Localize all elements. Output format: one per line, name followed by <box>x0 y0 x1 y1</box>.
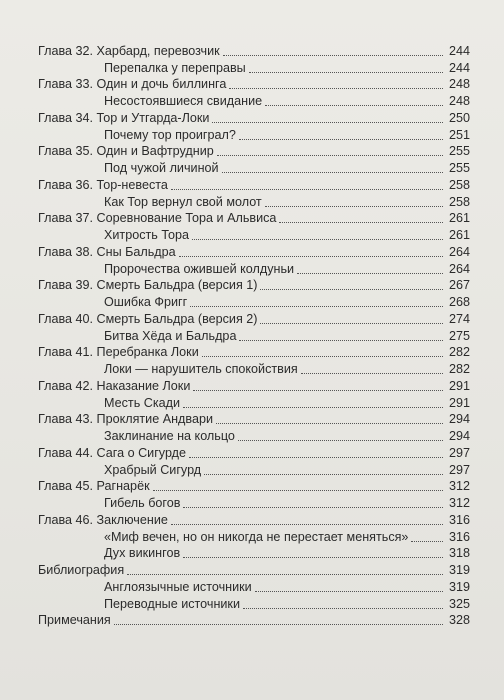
toc-subentry <box>38 461 470 478</box>
dot-leader <box>260 288 443 290</box>
toc-entry <box>38 109 470 126</box>
toc-entry-title: Ошибка Фригг <box>104 295 188 309</box>
toc-subentry <box>38 126 470 143</box>
dot-leader <box>297 272 443 274</box>
toc-page-number: 261 <box>448 211 470 226</box>
toc-page-number: 291 <box>448 378 470 393</box>
toc-entry-title: Глава 45. Рагнарёк <box>38 479 150 494</box>
dot-leader <box>229 87 443 89</box>
toc-page-number: 282 <box>448 345 470 360</box>
dot-leader <box>260 322 443 324</box>
dot-leader <box>222 171 443 173</box>
toc-entry-title: Гибель богов <box>104 496 181 510</box>
toc-page-number: 268 <box>448 295 470 309</box>
toc-subentry <box>38 578 470 595</box>
toc-entry <box>38 76 470 93</box>
dot-leader <box>192 238 443 240</box>
dot-leader <box>239 339 443 341</box>
toc-entry-title: Глава 34. Тор и Утгарда-Локи <box>38 110 210 125</box>
toc-page-number: 282 <box>448 362 470 376</box>
toc-entry-title: Глава 38. Сны Бальдра <box>38 244 176 259</box>
toc-subentry <box>38 193 470 210</box>
toc-subentry <box>38 226 470 243</box>
toc-page-number: 258 <box>448 194 470 209</box>
toc-entry-title: Перепалка у переправы <box>104 60 246 75</box>
toc-entry <box>38 478 470 495</box>
toc-entry-title: Храбрый Сигурд <box>104 462 202 477</box>
toc-entry-title: Глава 36. Тор-невеста <box>38 177 168 192</box>
dot-leader <box>239 138 443 140</box>
toc-subentry <box>38 59 470 76</box>
toc-entry-title: Глава 32. Харбард, перевозчик <box>38 43 220 58</box>
toc-entry-title: Глава 46. Заключение <box>38 512 168 527</box>
toc-page-number: 250 <box>448 110 470 125</box>
dot-leader <box>183 406 443 408</box>
toc-subentry <box>38 159 470 176</box>
toc-subentry <box>38 360 470 377</box>
toc-entry <box>38 561 470 578</box>
toc-entry-title: Локи — нарушитель спокойствия <box>104 362 298 376</box>
dot-leader <box>190 305 443 307</box>
toc-page-number: 312 <box>448 496 470 510</box>
toc-page-number: 297 <box>448 445 470 460</box>
toc-subentry <box>38 293 470 310</box>
toc-entry <box>38 444 470 461</box>
toc-entry-title: Почему тор проиграл? <box>104 127 236 142</box>
dot-leader <box>265 205 443 207</box>
toc-entry <box>38 176 470 193</box>
toc-entry-title: Под чужой личиной <box>104 161 219 175</box>
toc-entry-title: Глава 39. Смерть Бальдра (версия 1) <box>38 278 258 293</box>
toc-entry-title: Месть Скади <box>104 395 181 410</box>
dot-leader <box>265 104 443 106</box>
toc-entry <box>38 42 470 59</box>
dot-leader <box>179 255 443 257</box>
toc-entry-title: Как Тор вернул свой молот <box>104 194 262 209</box>
dot-leader <box>212 121 443 123</box>
dot-leader <box>114 623 443 625</box>
dot-leader <box>255 590 443 592</box>
dot-leader <box>216 422 443 424</box>
dot-leader <box>153 489 443 491</box>
toc-entry <box>38 344 470 361</box>
toc-subentry <box>38 394 470 411</box>
toc-subentry <box>38 545 470 562</box>
toc-entry-title: Глава 42. Наказание Локи <box>38 378 191 393</box>
toc-subentry <box>38 260 470 277</box>
toc-entry <box>38 277 470 294</box>
dot-leader <box>238 439 443 441</box>
toc-page-number: 319 <box>448 563 470 577</box>
toc-page-number: 261 <box>448 228 470 242</box>
toc-entry <box>38 143 470 160</box>
toc-entry-title: Битва Хёда и Бальдра <box>104 328 237 343</box>
toc-page-number: 318 <box>448 546 470 561</box>
toc-entry <box>38 310 470 327</box>
dot-leader <box>171 523 443 525</box>
dot-leader <box>243 607 443 609</box>
toc-page-number: 325 <box>448 596 470 611</box>
toc-subentry <box>38 327 470 344</box>
toc-page-number: 319 <box>448 579 470 594</box>
toc-entry-title: Хитрость Тора <box>104 228 190 242</box>
toc-entry <box>38 243 470 260</box>
toc-page-number: 248 <box>448 94 470 108</box>
toc-entry-title: Глава 41. Перебранка Локи <box>38 345 199 360</box>
dot-leader <box>223 54 443 56</box>
dot-leader <box>183 556 443 558</box>
toc-entry-title: Глава 43. Проклятие Андвари <box>38 412 214 427</box>
toc-page-number: 316 <box>448 529 470 544</box>
toc-page-number: 328 <box>448 613 470 628</box>
toc-subentry <box>38 528 470 545</box>
dot-leader <box>301 372 443 374</box>
toc-page-number: 264 <box>448 261 470 276</box>
toc-page-number: 297 <box>448 462 470 477</box>
toc-page-number: 251 <box>448 127 470 142</box>
toc-entry <box>38 377 470 394</box>
dot-leader <box>217 154 443 156</box>
toc-page-number: 275 <box>448 328 470 343</box>
toc-entry <box>38 511 470 528</box>
toc-page-number: 316 <box>448 512 470 527</box>
toc-page-number: 312 <box>448 479 470 494</box>
toc-subentry <box>38 494 470 511</box>
toc-page-number: 274 <box>448 311 470 326</box>
toc-subentry <box>38 595 470 612</box>
toc-page-number: 244 <box>448 43 470 58</box>
dot-leader <box>411 540 443 542</box>
dot-leader <box>202 355 443 357</box>
toc-entry <box>38 612 470 629</box>
toc-entry-title: Примечания <box>38 613 111 628</box>
toc-entry-title: Глава 37. Соревнование Тора и Альвиса <box>38 211 277 226</box>
toc-page-number: 248 <box>448 77 470 92</box>
toc-entry-title: Глава 35. Один и Вафтруднир <box>38 144 214 159</box>
toc-page-number: 258 <box>448 177 470 192</box>
toc-entry-title: Пророчества ожившей колдуньи <box>104 261 295 276</box>
dot-leader <box>127 573 443 575</box>
toc-entry-title: «Миф вечен, но он никогда не перестает меняться» <box>104 529 409 544</box>
toc-page-number: 294 <box>448 429 470 443</box>
dot-leader <box>189 456 443 458</box>
toc-entry <box>38 210 470 227</box>
table-of-contents <box>38 42 470 628</box>
toc-page-number: 244 <box>448 60 470 75</box>
toc-entry <box>38 411 470 428</box>
toc-entry-title: Переводные источники <box>104 596 240 611</box>
toc-page-number: 264 <box>448 244 470 259</box>
dot-leader <box>279 221 443 223</box>
dot-leader <box>204 473 443 475</box>
toc-entry-title: Глава 44. Сага о Сигурде <box>38 445 187 460</box>
toc-entry-title: Дух викингов <box>104 546 181 561</box>
toc-entry-title: Англоязычные источники <box>104 579 252 594</box>
toc-subentry <box>38 92 470 109</box>
toc-page-number: 255 <box>448 144 470 159</box>
toc-page-number: 255 <box>448 161 470 175</box>
toc-entry-title: Глава 33. Один и дочь биллинга <box>38 77 227 92</box>
toc-subentry <box>38 427 470 444</box>
toc-page-number: 294 <box>448 412 470 427</box>
toc-entry-title: Библиография <box>38 563 125 577</box>
dot-leader <box>171 188 443 190</box>
dot-leader <box>249 71 443 73</box>
dot-leader <box>193 389 443 391</box>
dot-leader <box>183 506 443 508</box>
toc-entry-title: Глава 40. Смерть Бальдра (версия 2) <box>38 311 258 326</box>
toc-page-number: 267 <box>448 278 470 293</box>
toc-entry-title: Заклинание на кольцо <box>104 429 235 443</box>
toc-entry-title: Несостоявшиеся свидание <box>104 94 263 108</box>
toc-page-number: 291 <box>448 395 470 410</box>
